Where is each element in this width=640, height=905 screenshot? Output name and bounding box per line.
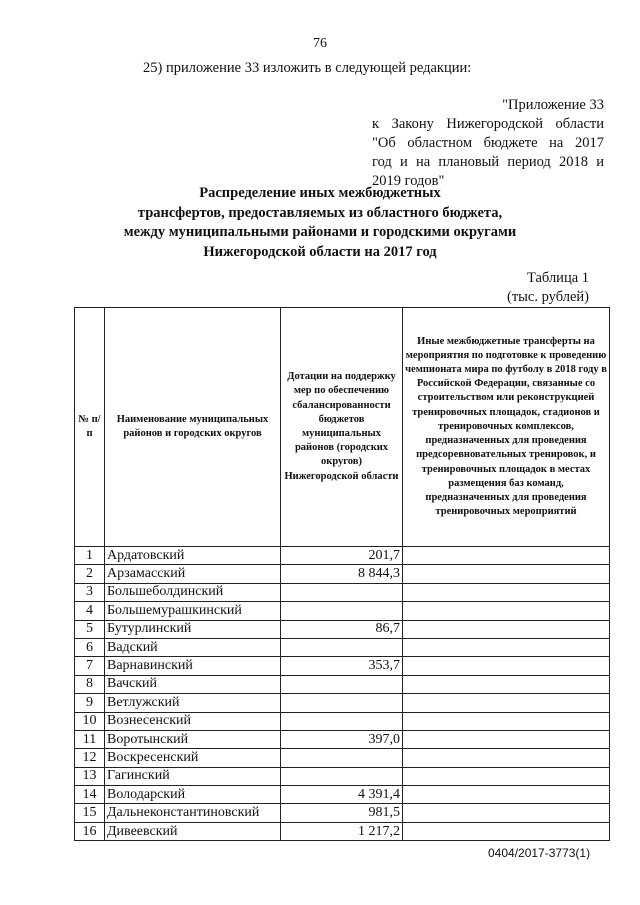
table-label: Таблица 1	[527, 270, 590, 286]
appendix-line: "Приложение 33	[502, 97, 604, 113]
appendix-line: 2019 годов"	[372, 173, 445, 189]
amendment-intro: 25) приложение 33 изложить в следующей редакции:	[143, 60, 472, 76]
row-municipality: Варнавинский	[105, 657, 281, 675]
row-subsidy-value	[281, 694, 403, 712]
row-transfer-value	[403, 730, 610, 748]
row-transfer-value	[403, 583, 610, 601]
row-subsidy-value: 86,7	[281, 620, 403, 638]
row-municipality: Володарский	[105, 786, 281, 804]
table-row	[75, 675, 610, 693]
row-number: 8	[75, 675, 105, 693]
row-number: 13	[75, 767, 105, 785]
row-number: 1	[75, 547, 105, 565]
units-label: (тыс. рублей)	[507, 289, 589, 305]
page-number: 76	[313, 36, 327, 51]
row-subsidy-value: 201,7	[281, 547, 403, 565]
appendix-reference	[372, 96, 604, 191]
table-row	[75, 547, 610, 565]
row-municipality: Вадский	[105, 638, 281, 656]
header-number: № п/п	[75, 308, 105, 547]
row-subsidy-value	[281, 749, 403, 767]
row-number: 11	[75, 730, 105, 748]
row-transfer-value	[403, 602, 610, 620]
row-number: 12	[75, 749, 105, 767]
row-subsidy-value: 397,0	[281, 730, 403, 748]
row-transfer-value	[403, 657, 610, 675]
row-municipality: Большемурашкинский	[105, 602, 281, 620]
row-number: 9	[75, 694, 105, 712]
row-subsidy-value	[281, 767, 403, 785]
row-transfer-value	[403, 712, 610, 730]
table-row	[75, 804, 610, 822]
row-transfer-value	[403, 749, 610, 767]
table-row	[75, 694, 610, 712]
table-row	[75, 620, 610, 638]
table-row	[75, 786, 610, 804]
row-number: 6	[75, 638, 105, 656]
table-header-row	[75, 308, 610, 547]
table-row	[75, 602, 610, 620]
row-municipality: Дальнеконстантиновский	[105, 804, 281, 822]
row-subsidy-value	[281, 712, 403, 730]
row-transfer-value	[403, 547, 610, 565]
title-line: трансфертов, предоставляемых из областного бюджета,	[137, 204, 503, 221]
table-row	[75, 657, 610, 675]
row-municipality: Воскресенский	[105, 749, 281, 767]
row-number: 3	[75, 583, 105, 601]
title-line: Нижегородской области на 2017 год	[203, 243, 437, 260]
row-subsidy-value: 981,5	[281, 804, 403, 822]
row-municipality: Ардатовский	[105, 547, 281, 565]
header-worldcup-transfers: Иные межбюджетные трансферты на мероприятия по подготовке к проведению чемпионата мира по футболу в 2018 году в Российской Федерации, связанные со строительством или реконструкцией тренировочных площадок, стадионов и тренировочных комплексов, предназначенных для проведения предсоревновательных тренировок, и тренировочных площадок в местах размещения баз команд, предназначенных для проведения тренировочных мероприятий	[403, 308, 610, 547]
row-subsidy-value	[281, 675, 403, 693]
table-row	[75, 583, 610, 601]
row-subsidy-value: 4 391,4	[281, 786, 403, 804]
row-transfer-value	[403, 638, 610, 656]
table-row	[75, 730, 610, 748]
appendix-line: к Закону Нижегородской области	[372, 116, 604, 132]
title-line: между муниципальными районами и городскими округами	[123, 224, 517, 240]
row-municipality: Вачский	[105, 675, 281, 693]
row-subsidy-value: 1 217,2	[281, 822, 403, 840]
row-number: 14	[75, 786, 105, 804]
row-transfer-value	[403, 675, 610, 693]
row-number: 2	[75, 565, 105, 583]
row-number: 4	[75, 602, 105, 620]
appendix-line: год и на плановый период 2018 и	[372, 154, 604, 170]
document-title	[100, 184, 540, 262]
table-row	[75, 712, 610, 730]
row-transfer-value	[403, 694, 610, 712]
table-row	[75, 822, 610, 840]
row-municipality: Дивеевский	[105, 822, 281, 840]
row-subsidy-value: 8 844,3	[281, 565, 403, 583]
row-transfer-value	[403, 786, 610, 804]
row-number: 16	[75, 822, 105, 840]
table-row	[75, 749, 610, 767]
row-subsidy-value: 353,7	[281, 657, 403, 675]
row-municipality: Ветлужский	[105, 694, 281, 712]
row-municipality: Арзамасский	[105, 565, 281, 583]
row-transfer-value	[403, 804, 610, 822]
document-code: 0404/2017-3773(1)	[488, 846, 591, 860]
appendix-line: "Об областном бюджете на 2017	[372, 135, 604, 151]
table-row	[75, 565, 610, 583]
row-subsidy-value	[281, 583, 403, 601]
row-number: 7	[75, 657, 105, 675]
transfers-table	[74, 307, 610, 841]
row-municipality: Большеболдинский	[105, 583, 281, 601]
row-number: 10	[75, 712, 105, 730]
row-subsidy-value	[281, 638, 403, 656]
table-row	[75, 638, 610, 656]
row-number: 15	[75, 804, 105, 822]
title-line: Распределение иных межбюджетных	[199, 185, 441, 201]
row-municipality: Бутурлинский	[105, 620, 281, 638]
row-transfer-value	[403, 822, 610, 840]
row-transfer-value	[403, 767, 610, 785]
header-name: Наименование муниципальных районов и городских округов	[105, 308, 281, 547]
row-subsidy-value	[281, 602, 403, 620]
row-transfer-value	[403, 620, 610, 638]
row-municipality: Воротынский	[105, 730, 281, 748]
header-subsidies: Дотации на поддержку мер по обеспечению сбалансированности бюджетов муниципальных районов (городских округов) Нижегородской области	[281, 308, 403, 547]
row-number: 5	[75, 620, 105, 638]
row-transfer-value	[403, 565, 610, 583]
table-row	[75, 767, 610, 785]
row-municipality: Гагинский	[105, 767, 281, 785]
row-municipality: Вознесенский	[105, 712, 281, 730]
